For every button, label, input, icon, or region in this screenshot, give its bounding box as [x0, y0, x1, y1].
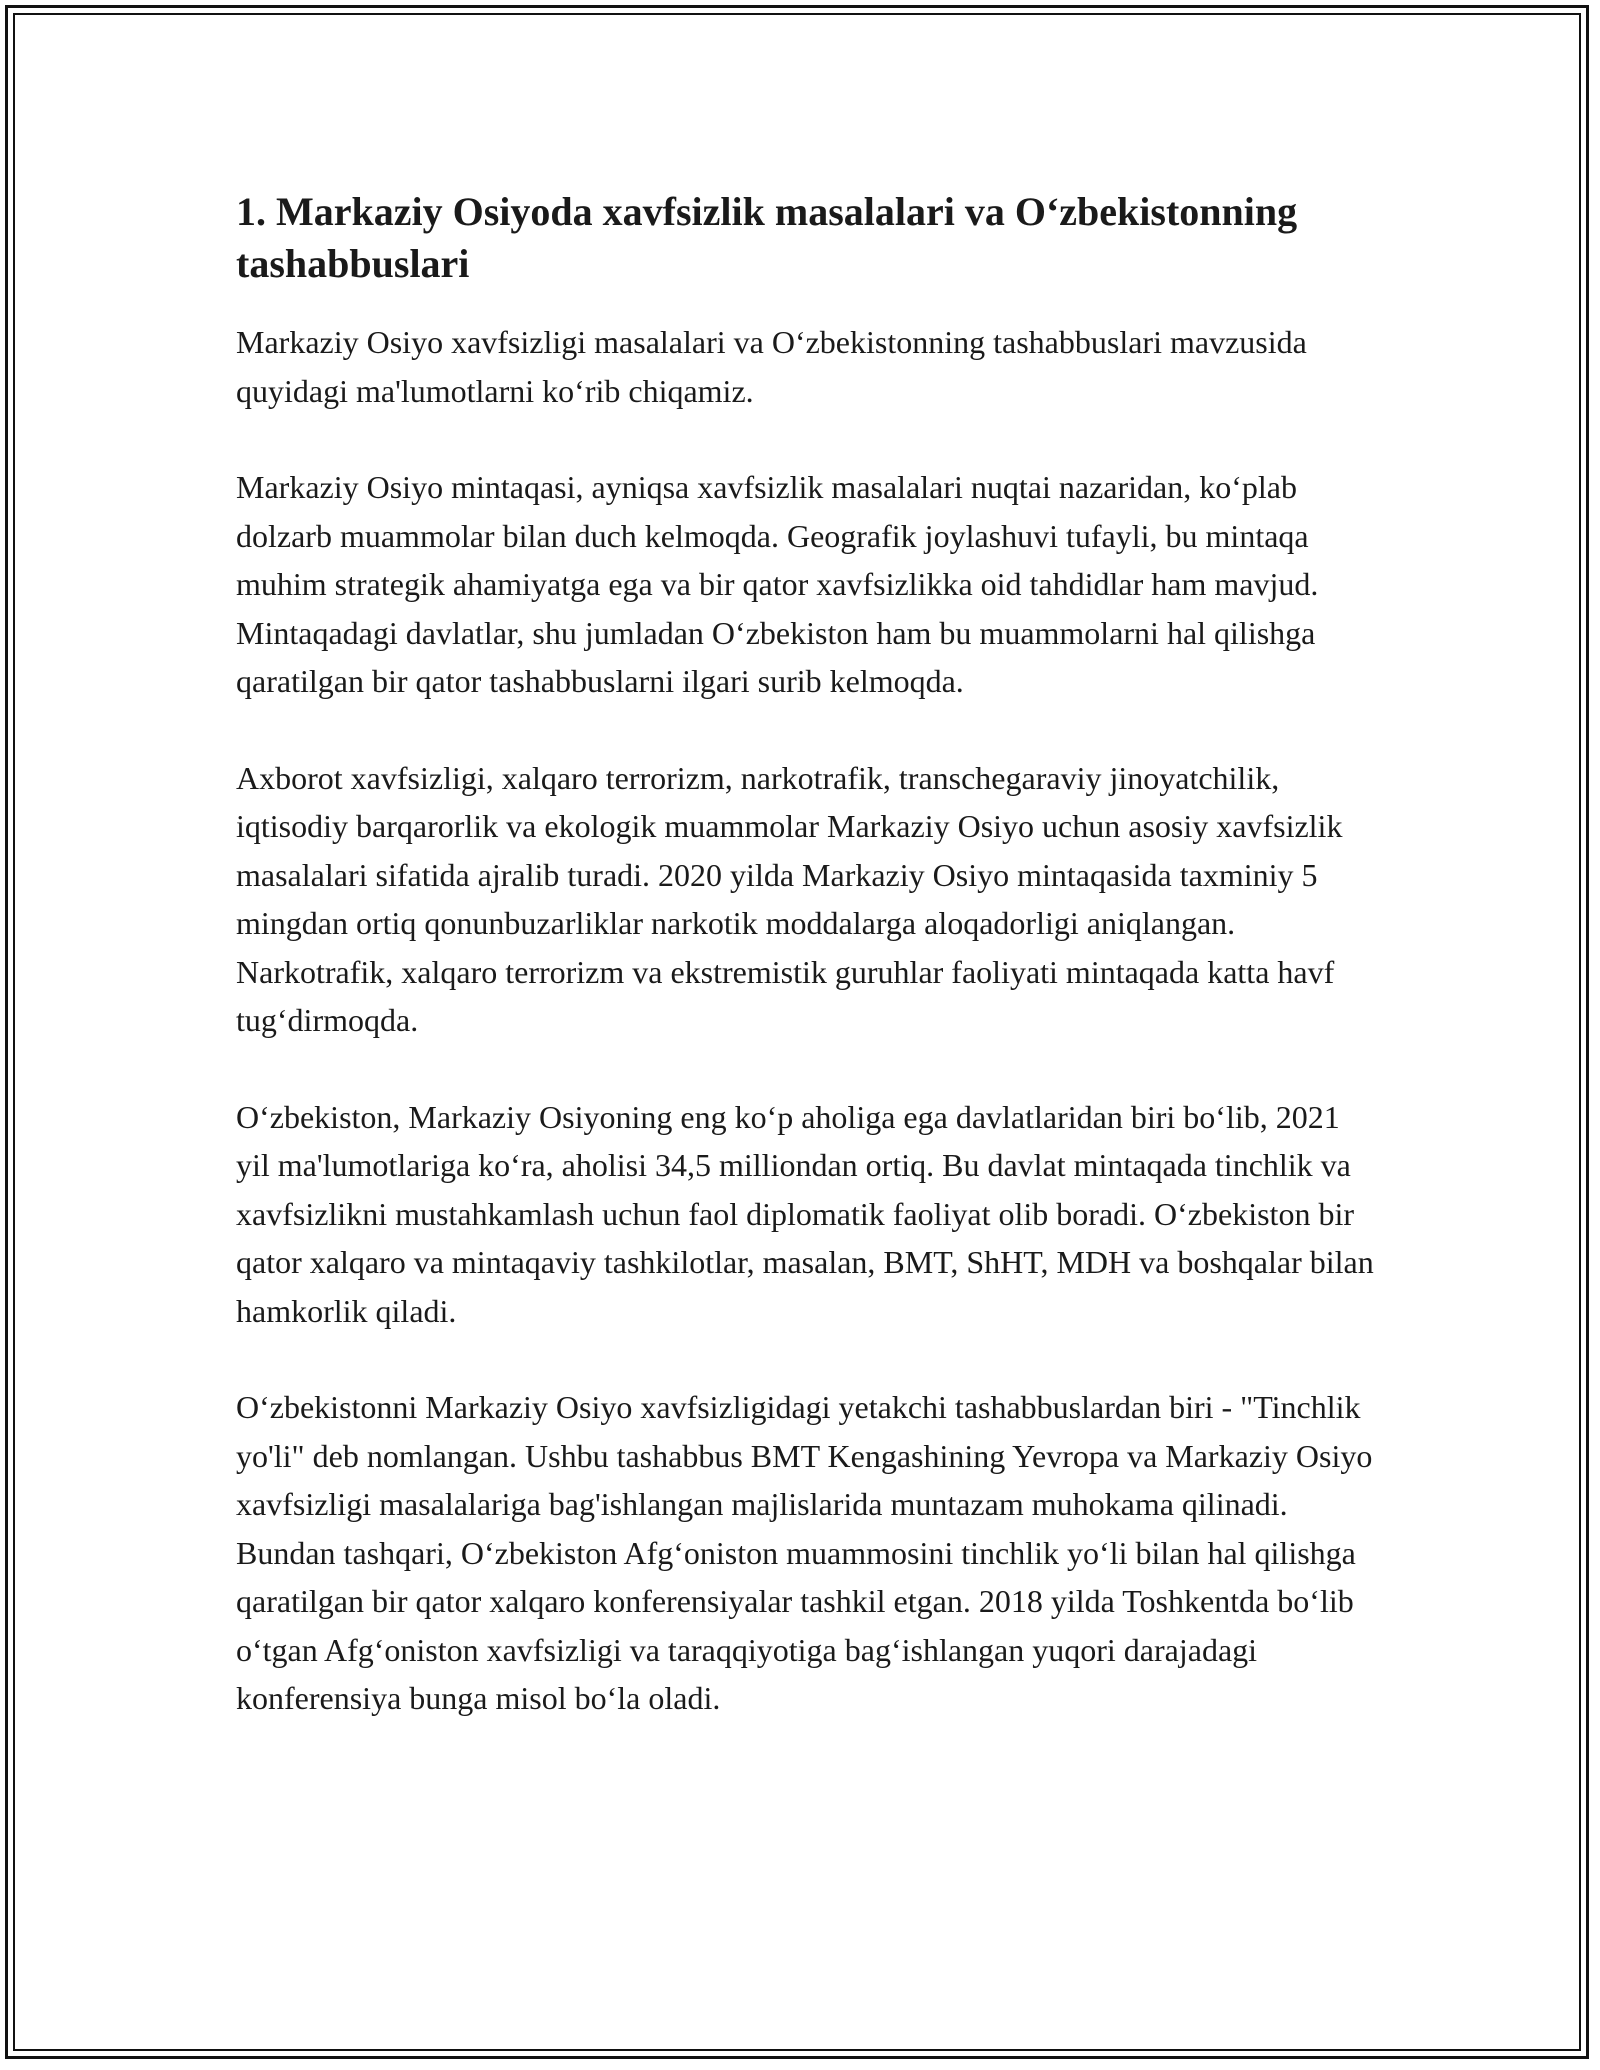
paragraph-intro: Markaziy Osiyo xavfsizligi masalalari va O‘zbekistonning tashabbuslari mavzusida quyidagi ma'lumotlarni ko‘rib chiqamiz. — [236, 324, 1307, 409]
paragraph-security-issues: Axborot xavfsizligi, xalqaro terrorizm, narkotrafik, transchegaraviy jinoyatchilik, iqtisodiy barqarorlik va ekologik muammolar Markaziy Osiyo uchun asosiy xavfsizlik masalalari sifatida ajralib turadi. 2020 yilda Markaziy Osiyo mintaqasida taxminiy 5 mingdan ortiq qonunbuzarliklar narkotik moddalarga aloqadorligi aniqlangan. Narkotrafik, xalqaro terrorizm va ekstremistik guruhlar faoliyati mintaqada katta havf tug‘dirmoqda. — [236, 759, 1343, 1038]
paragraph-region-overview: Markaziy Osiyo mintaqasi, ayniqsa xavfsizlik masalalari nuqtai nazaridan, ko‘plab dolzarb muammolar bilan duch kelmoqda. Geografik joylashuvi tufayli, bu mintaqa muhim strategik ahamiyatga ega va bir qator xavfsizlikka oid tahdidlar ham mavjud. Mintaqadagi davlatlar, shu jumladan O‘zbekiston ham bu muammolarni hal qilishga qaratilgan bir qator tashabbuslarni ilgari surib kelmoqda. — [236, 469, 1319, 699]
document-body — [236, 186, 1376, 1771]
paragraph-peace-initiative: O‘zbekistonni Markaziy Osiyo xavfsizligidagi yetakchi tashabbuslardan biri - "Tinchlik yo'li" deb nomlangan. Ushbu tashabbus BMT Kengashining Yevropa va Markaziy Osiyo xavfsizligi masalalariga bag'ishlangan majlislarida muntazam muhokama qilinadi. Bundan tashqari, O‘zbekiston Afg‘oniston muammosini tinchlik yo‘li bilan hal qilishga qaratilgan bir qator xalqaro konferensiyalar tashkil etgan. 2018 yilda Toshkentda bo‘lib o‘tgan Afg‘oniston xavfsizligi va taraqqiyotiga bag‘ishlangan yuqori darajadagi konferensiya bunga misol bo‘la oladi. — [236, 1389, 1373, 1716]
page-title: 1. Markaziy Osiyoda xavfsizlik masalalari va O‘zbekistonning tashabbuslari — [236, 189, 1298, 286]
paragraph-uzbekistan-diplomacy: O‘zbekiston, Markaziy Osiyoning eng ko‘p aholiga ega davlatlaridan biri bo‘lib, 2021 yil ma'lumotlariga ko‘ra, aholisi 34,5 milliondan ortiq. Bu davlat mintaqada tinchlik va xavfsizlikni mustahkamlash uchun faol diplomatik faoliyat olib boradi. O‘zbekiston bir qator xalqaro va mintaqaviy tashkilotlar, masalan, BMT, ShHT, MDH va boshqalar bilan hamkorlik qiladi. — [236, 1098, 1374, 1329]
